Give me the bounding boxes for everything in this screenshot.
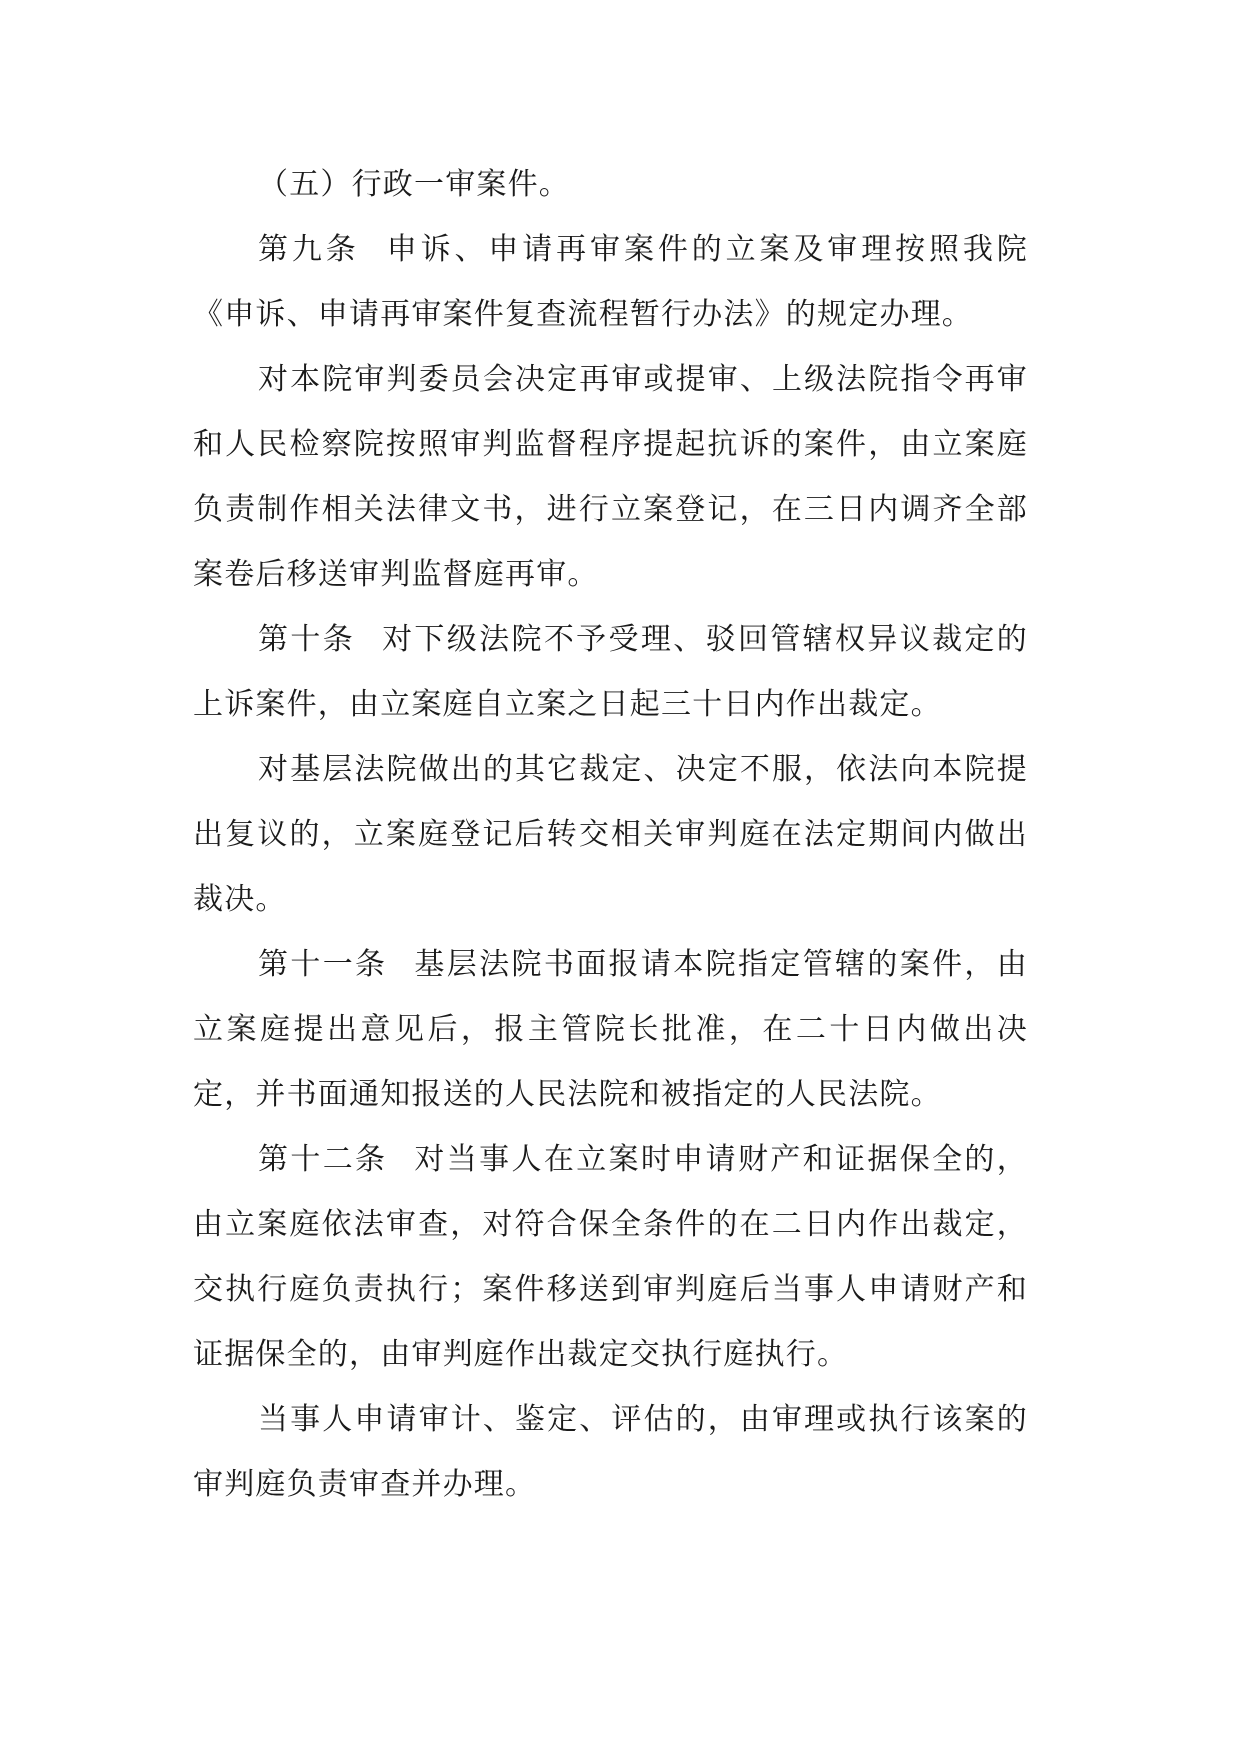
- paragraph-article-10-review: [193, 737, 1028, 932]
- paragraph-text: 对基层法院做出的其它裁定、决定不服，依法向本院提出复议的，立案庭登记后转交相关审判庭在法定期间内做出裁决。: [193, 752, 1028, 917]
- paragraph-article-10: [193, 607, 1028, 737]
- article-heading: 第十一条: [258, 947, 388, 982]
- paragraph-text: 对下级法院不予受理、驳回管辖权异议裁定的上诉案件，由立案庭自立案之日起三十日内作出裁定。: [193, 622, 1028, 722]
- paragraph-text: 当事人申请审计、鉴定、评估的，由审理或执行该案的审判庭负责审查并办理。: [193, 1402, 1028, 1502]
- paragraph-text: 对本院审判委员会决定再审或提审、上级法院指令再审和人民检察院按照审判监督程序提起抗诉的案件，由立案庭负责制作相关法律文书，进行立案登记，在三日内调齐全部案卷后移送审判监督庭再审。: [193, 362, 1028, 592]
- article-heading: 第十条: [258, 622, 356, 657]
- paragraph-article-12-audit: [193, 1387, 1028, 1517]
- paragraph-article-12: [193, 1127, 1028, 1387]
- paragraph-text: 基层法院书面报请本院指定管辖的案件，由立案庭提出意见后，报主管院长批准，在二十日内做出决定，并书面通知报送的人民法院和被指定的人民法院。: [193, 947, 1028, 1112]
- article-heading: 第九条: [258, 232, 360, 267]
- paragraph-article-11: [193, 932, 1028, 1127]
- paragraph-article-9-retrial: [193, 347, 1028, 607]
- article-heading: 第十二条: [258, 1142, 388, 1177]
- paragraph-text: （五）行政一审案件。: [258, 167, 570, 202]
- paragraph-article-9: [193, 217, 1028, 347]
- paragraph-item-5: [193, 152, 1028, 217]
- paragraph-text: 对当事人在立案时申请财产和证据保全的，由立案庭依法审查，对符合保全条件的在二日内作出裁定，交执行庭负责执行；案件移送到审判庭后当事人申请财产和证据保全的，由审判庭作出裁定交执行庭执行。: [193, 1142, 1028, 1372]
- document-body: [193, 152, 1028, 1517]
- paragraph-text: 申诉、申请再审案件的立案及审理按照我院《申诉、申请再审案件复查流程暂行办法》的规定办理。: [193, 232, 1028, 332]
